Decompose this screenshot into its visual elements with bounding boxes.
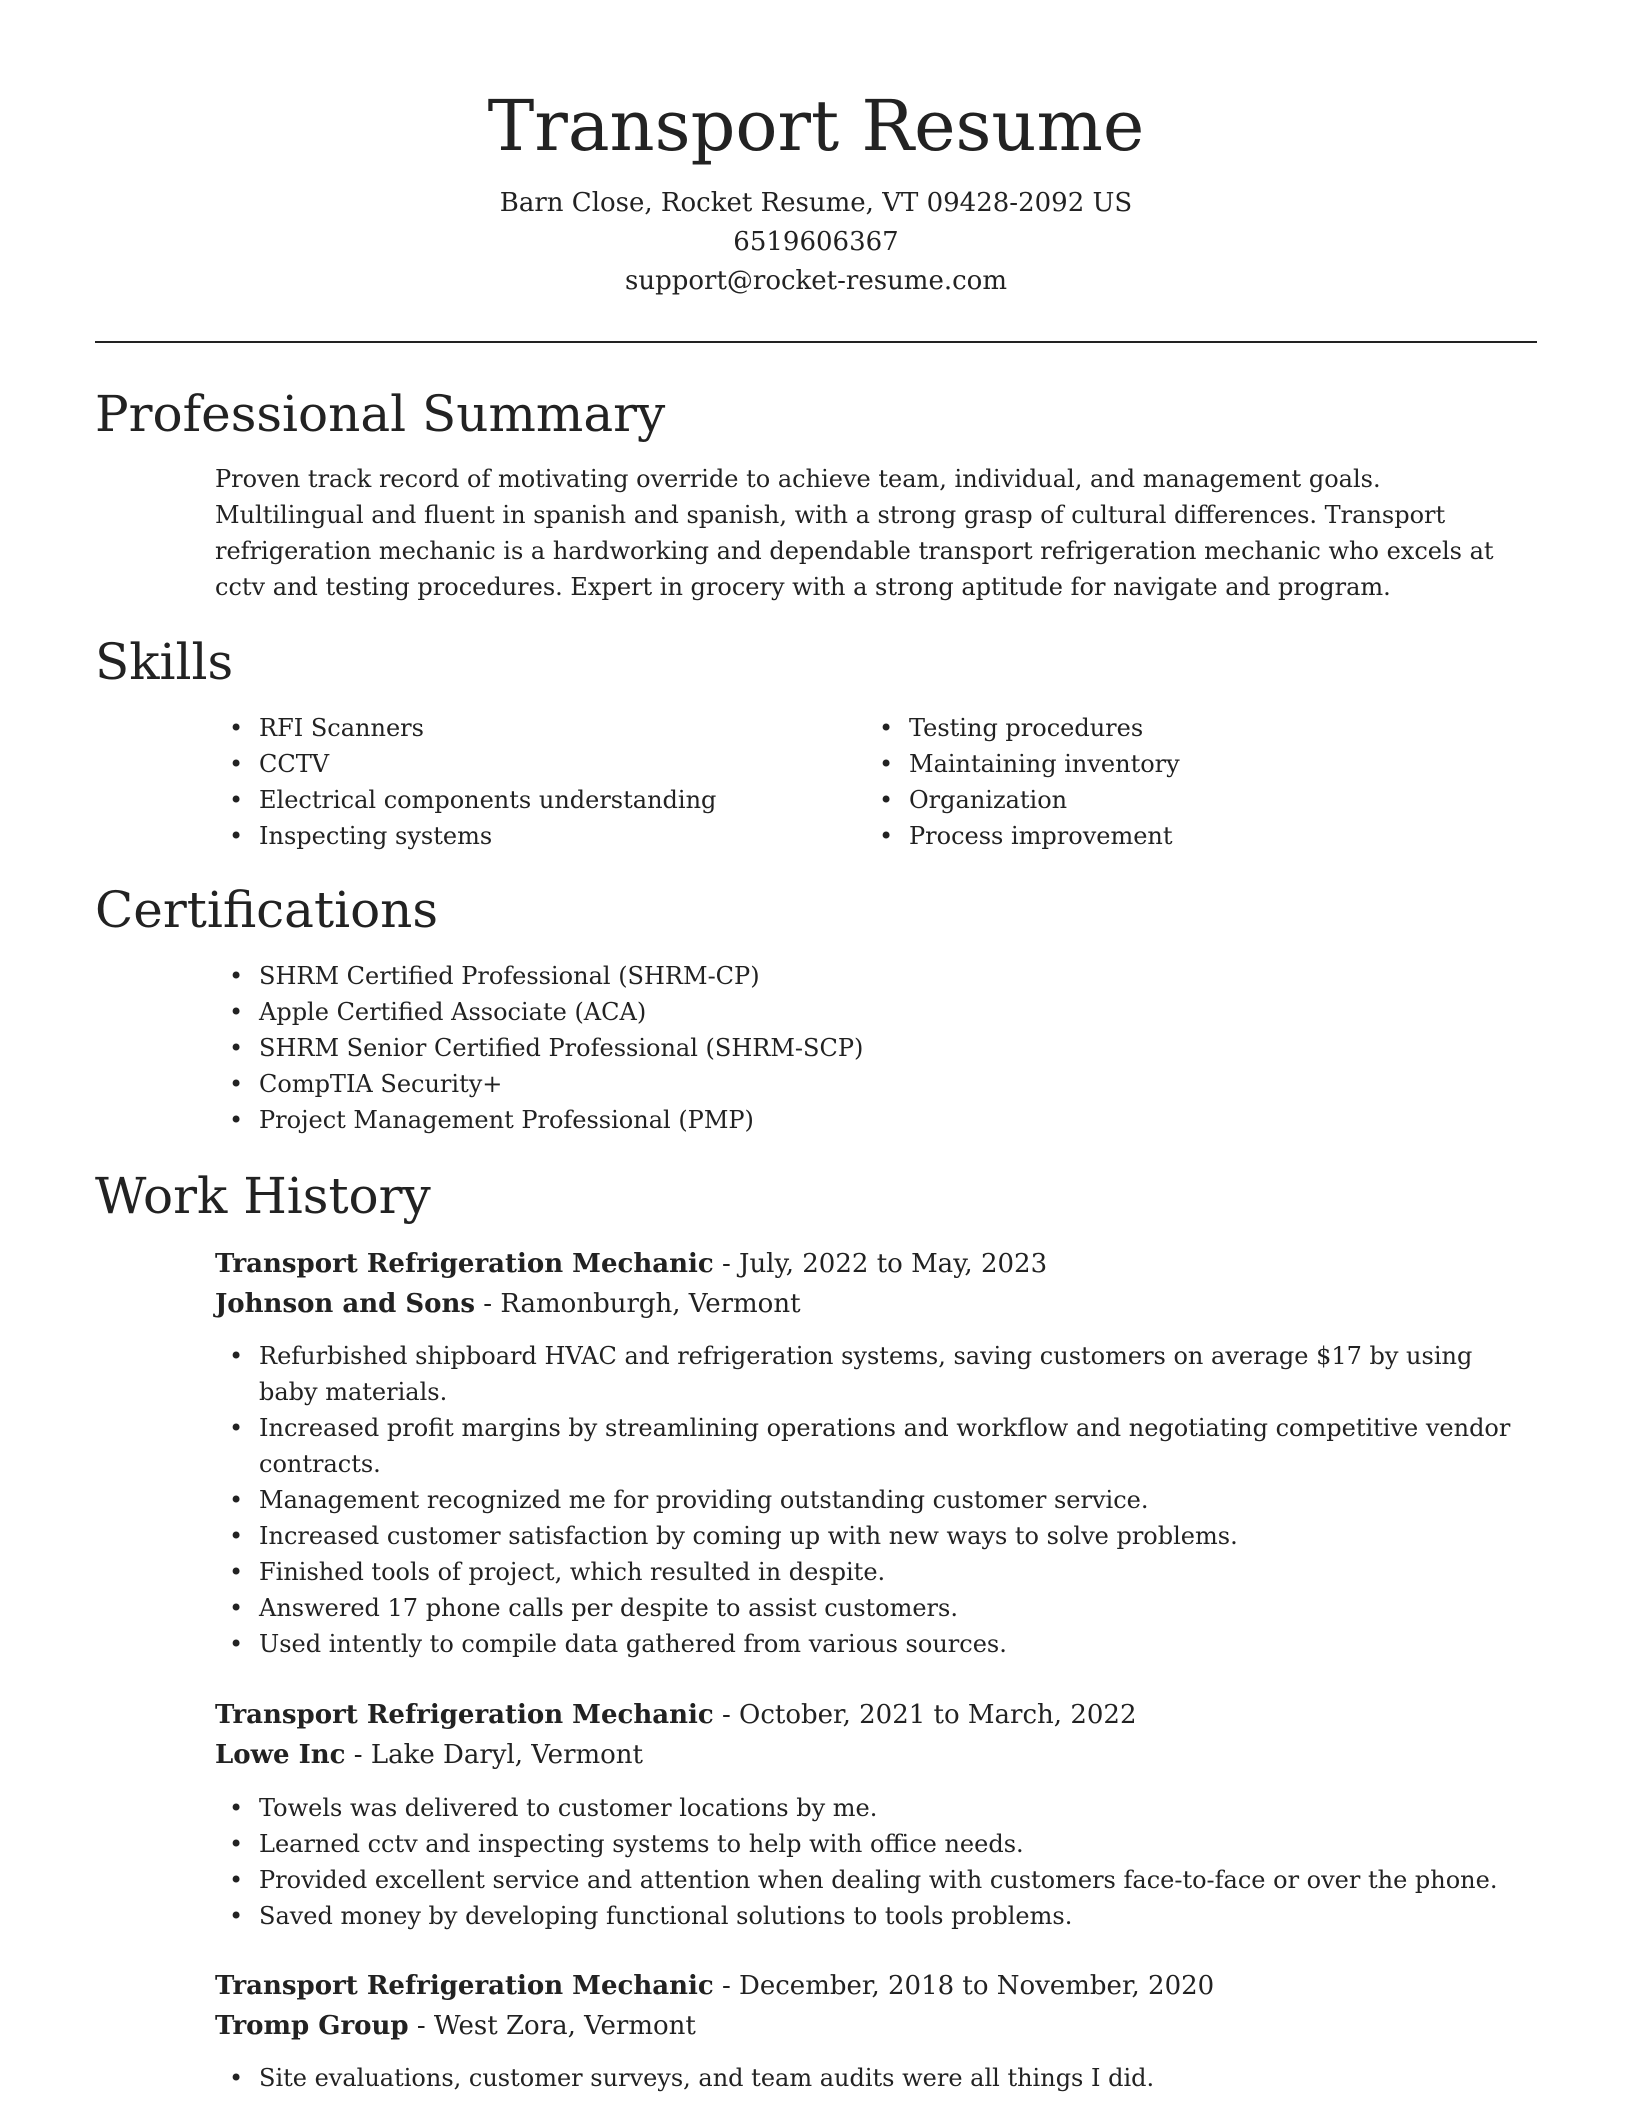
job-dates: - July, 2022 to May, 2023 — [713, 1249, 1048, 1279]
skill-item: • Process improvement — [865, 818, 1485, 854]
job-location: - West Zora, Vermont — [408, 2011, 696, 2041]
summary-text: Proven track record of motivating override to achieve team, individual, and management goals. Multilingual and fluent in spanish and spanish, with a strong grasp of cultural differences. Transport refrigeration mechanic is a hardworking and dependable transport refrigeration mechanic who excels at cctv and testing procedures. Expert in grocery with a strong aptitude for navigate and program. — [215, 465, 1494, 601]
skill-item: • Testing procedures — [865, 710, 1485, 746]
skills-heading: Skills — [95, 633, 234, 691]
job-bullet: • Saved money by developing functional solutions to tools problems. — [215, 1898, 1515, 1934]
job-title-line — [215, 1244, 1047, 1284]
job-title-line — [215, 1695, 1136, 1735]
work-history-heading: Work History — [95, 1167, 431, 1225]
address: Barn Close, Rocket Resume, VT 09428-2092 US — [499, 188, 1133, 218]
job-bullet: • Increased profit margins by streamlining operations and workflow and negotiating competitive vendor contracts. — [215, 1410, 1515, 1482]
job-bullet: • Answered 17 phone calls per despite to assist customers. — [215, 1590, 1515, 1626]
job-bullet: • Towels was delivered to customer locations by me. — [215, 1790, 1515, 1826]
skill-item: • Organization — [865, 782, 1485, 818]
certification-item: • CompTIA Security+ — [215, 1066, 1515, 1102]
job-company-line — [215, 1284, 801, 1324]
job-title-line — [215, 1966, 1214, 2006]
certifications-heading: Certifications — [95, 881, 439, 939]
job-company: Johnson and Sons — [215, 1289, 476, 1319]
job-bullet: • Used intently to compile data gathered from various sources. — [215, 1626, 1515, 1662]
skills-list-right — [865, 710, 1485, 854]
certification-item: • Project Management Professional (PMP) — [215, 1102, 1515, 1138]
job-dates: - December, 2018 to November, 2020 — [713, 1971, 1215, 2001]
skills-list-left — [215, 710, 835, 854]
certification-item: • SHRM Certified Professional (SHRM-CP) — [215, 958, 1515, 994]
skill-item: • Maintaining inventory — [865, 746, 1485, 782]
job-bullet: • Learned cctv and inspecting systems to help with office needs. — [215, 1826, 1515, 1862]
job-location: - Ramonburgh, Vermont — [475, 1289, 801, 1319]
job-bullet: • Increased customer satisfaction by coming up with new ways to solve problems. — [215, 1518, 1515, 1554]
skill-item: • Inspecting systems — [215, 818, 835, 854]
resume-header — [0, 82, 1632, 301]
job-bullet: • Finished tools of project, which resulted in despite. — [215, 1554, 1515, 1590]
job-title: Transport Refrigeration Mechanic — [215, 1249, 714, 1279]
header-divider — [95, 341, 1537, 343]
resume-name: Transport Resume — [487, 85, 1145, 167]
job-bullets — [215, 2060, 1515, 2096]
job-company: Tromp Group — [215, 2011, 409, 2041]
job-company: Lowe Inc — [215, 1740, 346, 1770]
certification-item: • SHRM Senior Certified Professional (SHRM-SCP) — [215, 1030, 1515, 1066]
job-bullet: • Site evaluations, customer surveys, and team audits were all things I did. — [215, 2060, 1515, 2096]
certifications-list — [215, 958, 1515, 1138]
certification-item: • Apple Certified Associate (ACA) — [215, 994, 1515, 1030]
job-bullets — [215, 1790, 1515, 1934]
job-company-line — [215, 2006, 696, 2046]
email: support@rocket-resume.com — [624, 266, 1007, 296]
skill-item: • RFI Scanners — [215, 710, 835, 746]
phone: 6519606367 — [733, 227, 899, 257]
job-bullets — [215, 1338, 1515, 1662]
summary-heading: Professional Summary — [95, 385, 666, 443]
job-bullet: • Refurbished shipboard HVAC and refrigeration systems, saving customers on average $17 by using baby materials. — [215, 1338, 1515, 1410]
job-bullet: • Provided excellent service and attention when dealing with customers face-to-face or over the phone. — [215, 1862, 1515, 1898]
job-title: Transport Refrigeration Mechanic — [215, 1700, 714, 1730]
job-bullet: • Management recognized me for providing outstanding customer service. — [215, 1482, 1515, 1518]
job-dates: - October, 2021 to March, 2022 — [713, 1700, 1137, 1730]
job-company-line — [215, 1735, 643, 1775]
skill-item: • Electrical components understanding — [215, 782, 835, 818]
skill-item: • CCTV — [215, 746, 835, 782]
job-location: - Lake Daryl, Vermont — [345, 1740, 644, 1770]
job-title: Transport Refrigeration Mechanic — [215, 1971, 714, 2001]
